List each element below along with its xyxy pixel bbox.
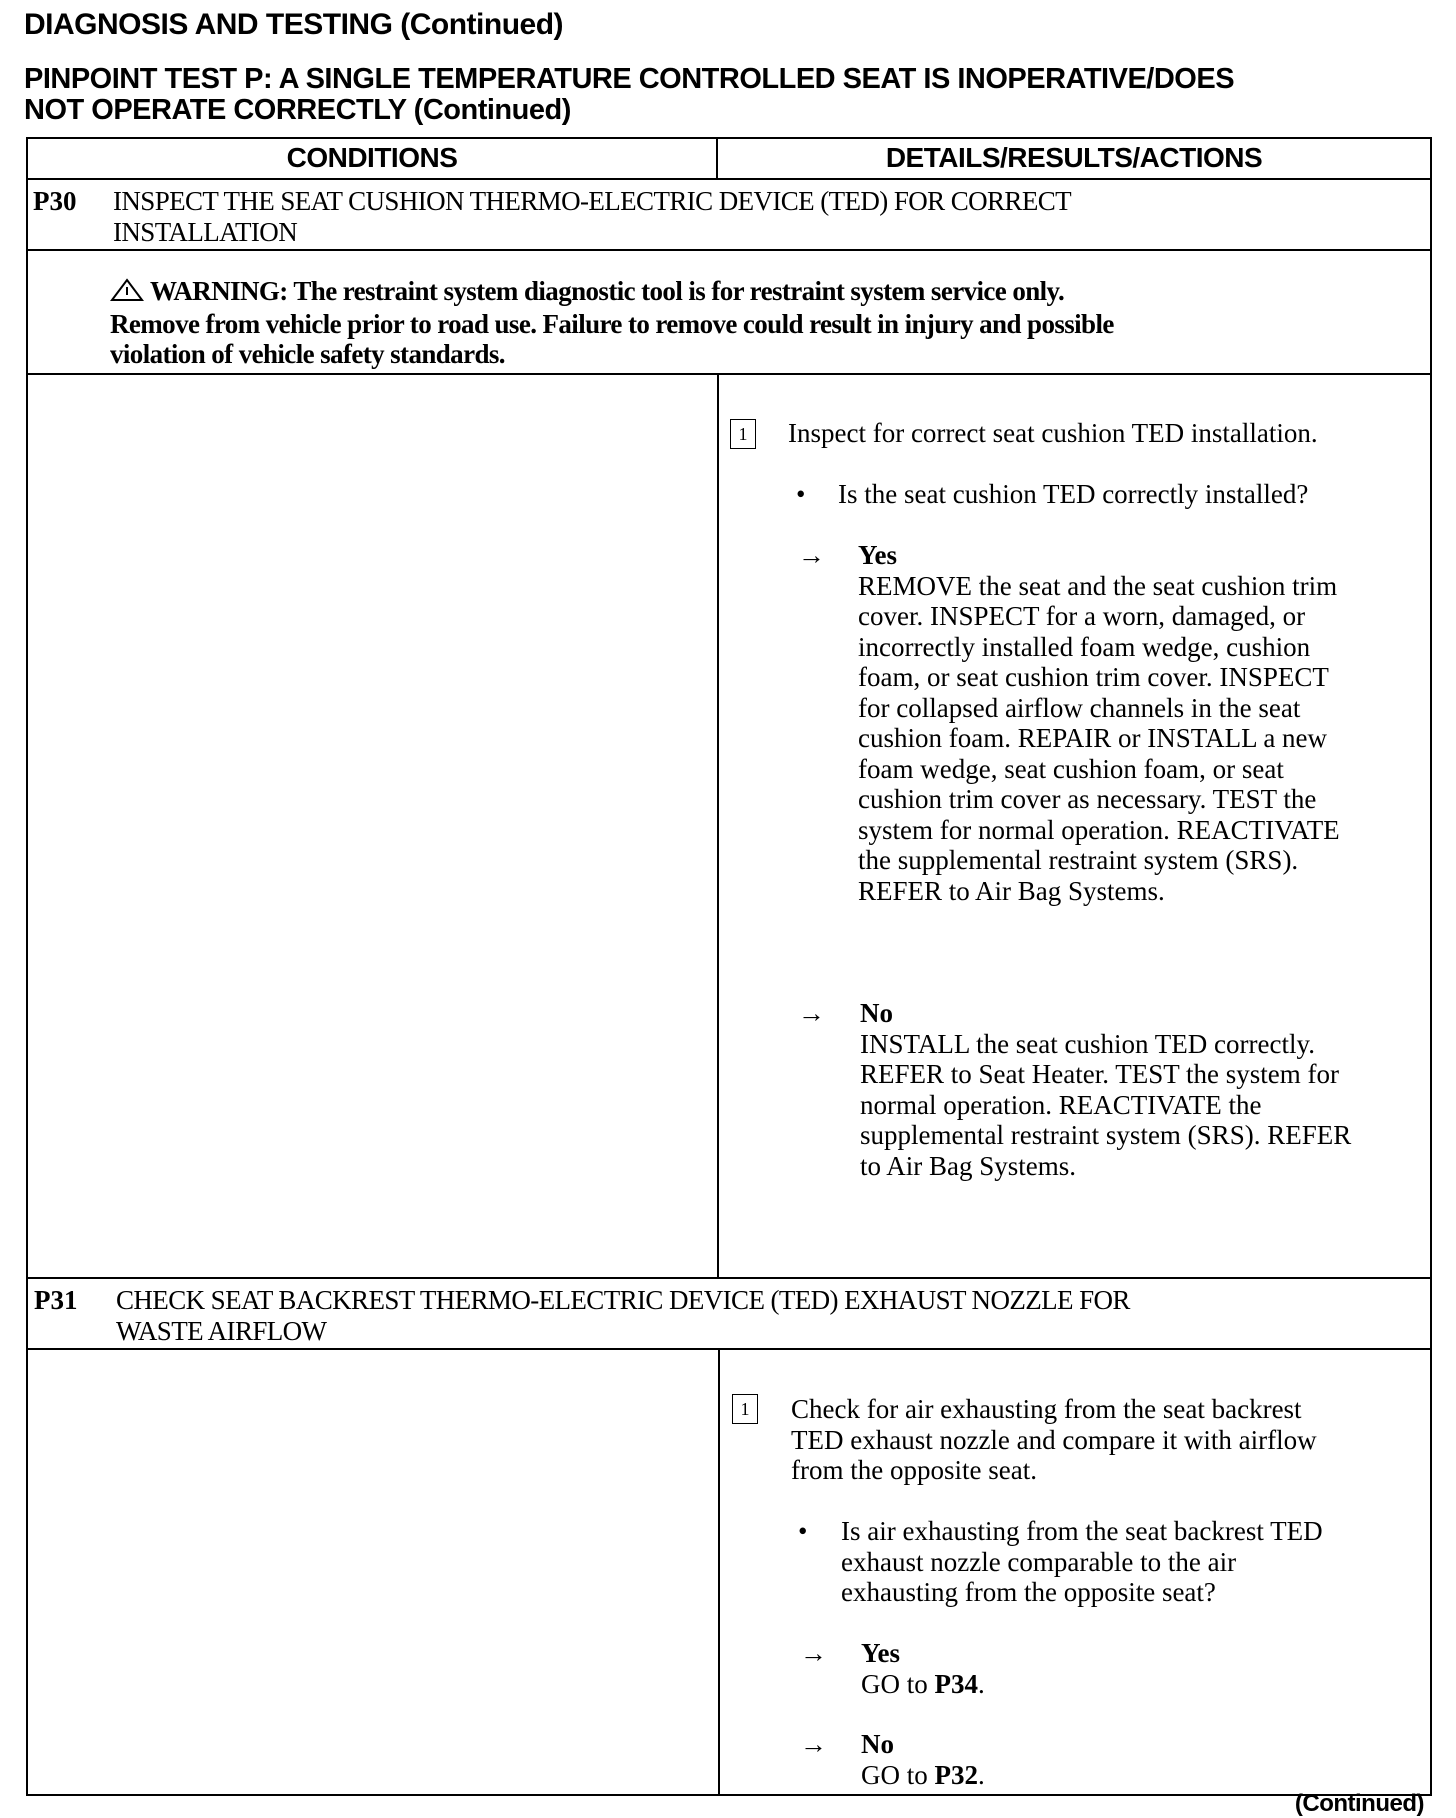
text-line: for collapsed airflow channels in the seat bbox=[858, 692, 1301, 723]
title-line: CHECK SEAT BACKREST THERMO-ELECTRIC DEVICE (TED) EXHAUST NOZZLE FOR bbox=[116, 1285, 1130, 1315]
warning-line: Remove from vehicle prior to road use. Failure to remove could result in injury and possible bbox=[110, 308, 1114, 339]
warning-line: violation of vehicle safety standards. bbox=[110, 339, 505, 369]
step-number-box: 1 bbox=[732, 1394, 758, 1424]
arrow-right-icon: → bbox=[800, 1729, 827, 1759]
no-actions bbox=[860, 1029, 1351, 1182]
step-instruction bbox=[791, 1394, 1317, 1486]
question bbox=[841, 1516, 1323, 1608]
table-border-left bbox=[26, 137, 28, 1796]
continued-label: (Continued) bbox=[1294, 1790, 1424, 1817]
column-divider bbox=[718, 1348, 720, 1795]
question: Is the seat cushion TED correctly installed? bbox=[838, 479, 1309, 509]
arrow-right-icon: → bbox=[798, 998, 825, 1028]
column-header-details: DETAILS/RESULTS/ACTIONS bbox=[885, 142, 1263, 173]
step-id-p31: P31 bbox=[34, 1285, 78, 1315]
yes-action: GO to P34. bbox=[861, 1668, 985, 1699]
column-divider bbox=[717, 373, 719, 1278]
result-no bbox=[860, 998, 1351, 1181]
result-no bbox=[861, 1729, 985, 1790]
warning-line: WARNING: The restraint system diagnostic tool is for restraint system service only. bbox=[150, 276, 1065, 306]
yes-label: Yes bbox=[858, 540, 897, 570]
go-to-target[interactable]: P32 bbox=[934, 1759, 978, 1790]
title-line: INSTALLATION bbox=[113, 216, 298, 247]
column-header-conditions: CONDITIONS bbox=[286, 142, 458, 173]
table-border-top bbox=[26, 137, 1432, 139]
title-line: WASTE AIRFLOW bbox=[116, 1315, 327, 1346]
pinpoint-test-title bbox=[24, 64, 1234, 126]
result-yes bbox=[858, 540, 1340, 906]
divider bbox=[26, 178, 1432, 180]
title-line: INSPECT THE SEAT CUSHION THERMO-ELECTRIC DEVICE (TED) FOR CORRECT bbox=[113, 186, 1072, 216]
no-action: GO to P32. bbox=[861, 1759, 985, 1790]
text-line: exhausting from the opposite seat? bbox=[841, 1577, 1216, 1607]
text-line: REFER to Air Bag Systems. bbox=[858, 875, 1165, 906]
text-line: cushion foam. REPAIR or INSTALL a new bbox=[858, 723, 1328, 753]
step-id-p30: P30 bbox=[33, 186, 77, 216]
bullet-icon: • bbox=[796, 479, 806, 509]
text-line: from the opposite seat. bbox=[791, 1455, 1037, 1485]
result-yes bbox=[861, 1638, 985, 1699]
divider bbox=[26, 1277, 1432, 1279]
go-to-target[interactable]: P34 bbox=[934, 1668, 978, 1699]
table-border-right bbox=[1430, 137, 1432, 1796]
table-border-bottom bbox=[26, 1794, 1432, 1796]
text-line: foam wedge, seat cushion foam, or seat bbox=[858, 753, 1284, 784]
divider bbox=[26, 1348, 1432, 1350]
arrow-right-icon: → bbox=[800, 1638, 827, 1668]
step-number-box: 1 bbox=[730, 419, 756, 449]
text-line: normal operation. REACTIVATE the bbox=[860, 1089, 1262, 1120]
pinpoint-title-line1: PINPOINT TEST P: A SINGLE TEMPERATURE CONTROLLED SEAT IS INOPERATIVE/DOES bbox=[24, 63, 1235, 95]
no-label: No bbox=[860, 998, 893, 1028]
warning-triangle-icon bbox=[110, 278, 150, 309]
text-line: REFER to Seat Heater. TEST the system for bbox=[860, 1059, 1339, 1089]
divider bbox=[26, 373, 1432, 375]
arrow-right-icon: → bbox=[798, 540, 825, 570]
text-line: cover. INSPECT for a worn, damaged, or bbox=[858, 601, 1306, 631]
text-line: system for normal operation. REACTIVATE bbox=[858, 814, 1340, 845]
text-line: to Air Bag Systems. bbox=[860, 1150, 1077, 1181]
warning-box bbox=[110, 276, 1114, 370]
text-line: cushion trim cover as necessary. TEST the bbox=[858, 784, 1317, 814]
text-line: Is air exhausting from the seat backrest TED bbox=[841, 1516, 1323, 1546]
text-line: the supplemental restraint system (SRS). bbox=[858, 845, 1299, 875]
text-line: supplemental restraint system (SRS). REFER bbox=[860, 1120, 1352, 1150]
step-instruction: Inspect for correct seat cushion TED installation. bbox=[788, 418, 1318, 448]
text-line: foam, or seat cushion trim cover. INSPECT bbox=[858, 662, 1329, 692]
text-line: exhaust nozzle comparable to the air bbox=[841, 1546, 1237, 1577]
bullet-icon: • bbox=[798, 1516, 808, 1546]
go-to-text: GO to bbox=[861, 1759, 935, 1790]
go-to-text: GO to bbox=[861, 1668, 935, 1699]
step-title-p31 bbox=[116, 1285, 1130, 1346]
text-line: INSTALL the seat cushion TED correctly. bbox=[860, 1028, 1315, 1059]
text-line: Check for air exhausting from the seat backrest bbox=[791, 1394, 1302, 1424]
yes-label: Yes bbox=[861, 1638, 900, 1668]
page-title: DIAGNOSIS AND TESTING (Continued) bbox=[24, 8, 564, 41]
text-line: REMOVE the seat and the seat cushion trim bbox=[858, 570, 1338, 601]
text-line: TED exhaust nozzle and compare it with airflow bbox=[791, 1424, 1317, 1455]
no-label: No bbox=[861, 1729, 894, 1759]
divider bbox=[26, 249, 1432, 251]
text-line: incorrectly installed foam wedge, cushion bbox=[858, 631, 1311, 662]
pinpoint-title-line2: NOT OPERATE CORRECTLY (Continued) bbox=[24, 94, 571, 126]
step-title-p30 bbox=[113, 186, 1071, 247]
yes-actions bbox=[858, 571, 1340, 907]
